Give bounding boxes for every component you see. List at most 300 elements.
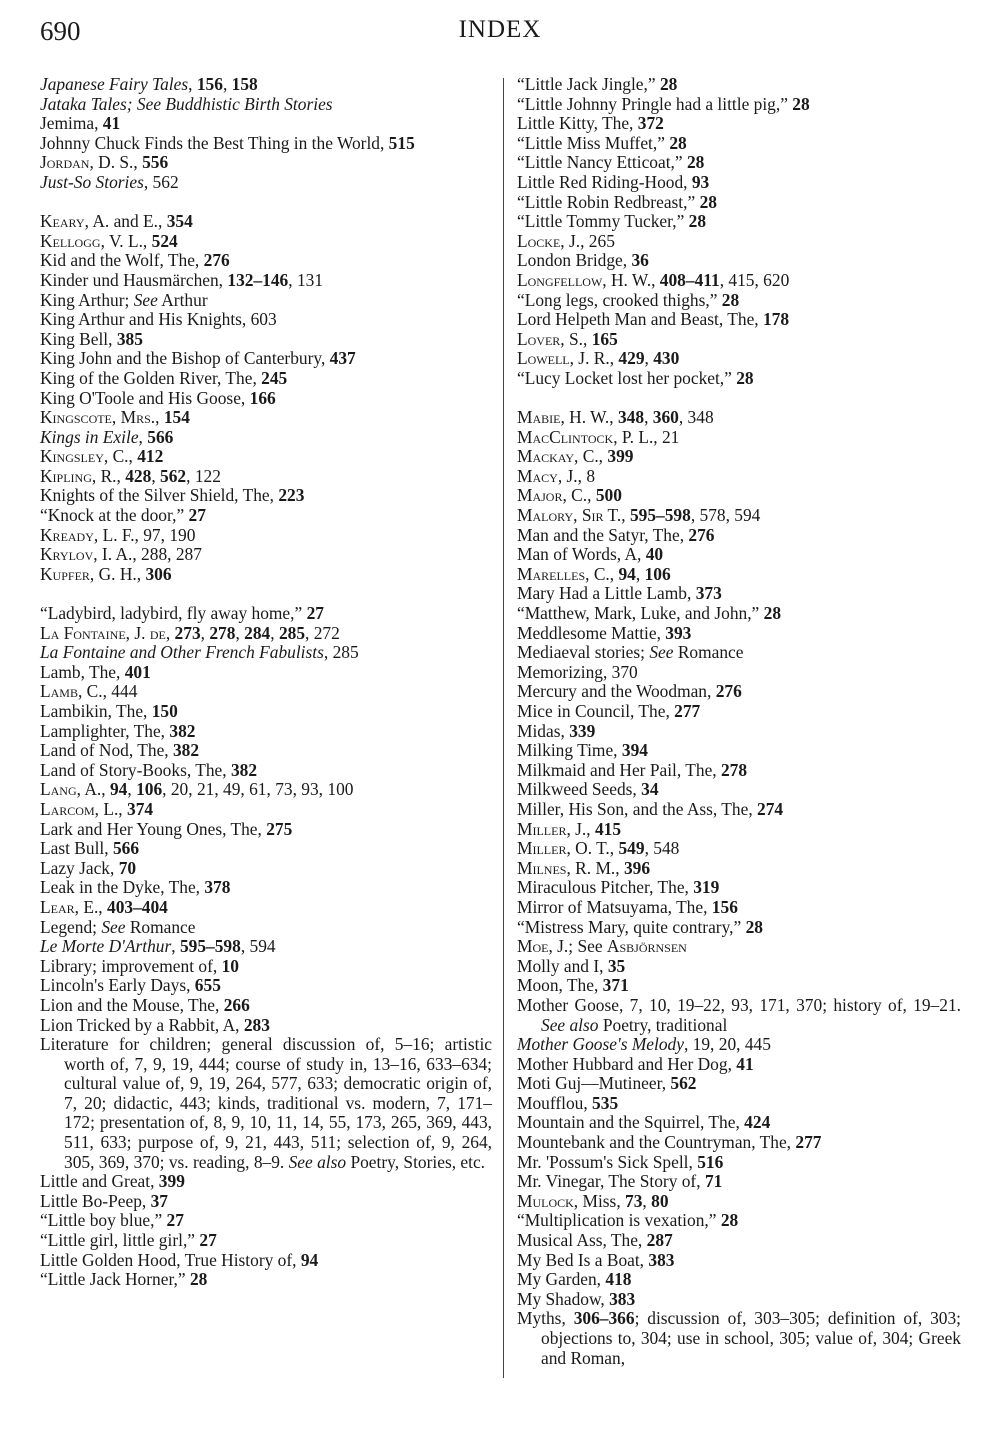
index-entry-text: 106	[136, 779, 163, 800]
index-entry-text: ,	[644, 348, 654, 369]
index-entry-text: Moon, The,	[517, 975, 603, 996]
index-entry-text: “Little Jack Horner,”	[40, 1269, 190, 1290]
index-entry-text: Miller, His Son, and the Ass, The,	[517, 798, 758, 819]
index-entry-text: Mountain and the Squirrel, The,	[517, 1112, 745, 1133]
index-entry-text: Le Morte D'Arthur	[40, 936, 172, 957]
index-entry-text: 166	[249, 387, 276, 408]
index-entry-text: Molly and I,	[517, 955, 608, 976]
index-entry	[40, 428, 492, 448]
index-entry-text: 28	[686, 152, 705, 173]
index-entry	[517, 232, 961, 252]
index-entry	[517, 1270, 961, 1290]
index-entry-text: Mackay	[517, 446, 575, 467]
index-entry-text: Lion and the Mouse, The,	[40, 994, 224, 1015]
index-entry-text: Jataka Tales; See Buddhistic Birth Stories	[40, 93, 333, 114]
index-entry	[517, 114, 961, 134]
index-entry	[517, 820, 961, 840]
index-entry	[517, 918, 961, 938]
index-entry-text: , 415, 620	[719, 269, 790, 290]
index-entry-text: Meddlesome Mattie,	[517, 622, 666, 643]
index-entry-text: 360	[652, 407, 679, 428]
index-entry-text: , 19, 20, 445	[683, 1034, 771, 1055]
index-entry-text: Last Bull,	[40, 838, 113, 859]
index-entry-text: Mediaeval stories;	[517, 642, 650, 663]
index-entry-text: 371	[602, 975, 629, 996]
index-entry-text: Mrs.	[120, 407, 156, 428]
index-entry-text: 516	[697, 1151, 724, 1172]
index-entry-text: 562	[670, 1073, 697, 1094]
index-entry-text: My Shadow,	[517, 1288, 610, 1309]
index-entry	[40, 1035, 492, 1172]
index-entry-text: Midas,	[517, 720, 570, 741]
section-gap	[40, 584, 492, 604]
index-entry-text: Lambikin, The,	[40, 701, 152, 721]
index-entry	[40, 702, 492, 722]
index-entry-text: ; discussion of, 303–305; definition of, 303; objections to, 304; use in school, 305; value of, 304; Greek and Roman,	[541, 1308, 961, 1368]
index-entry	[40, 918, 492, 938]
index-entry-text: 374	[127, 798, 154, 819]
index-entry-text: ,	[188, 74, 197, 94]
index-entry-text: 73	[625, 1190, 643, 1211]
index-entry-text: 424	[744, 1112, 771, 1133]
index-entry	[517, 95, 961, 115]
index-entry-text: Little Red Riding-Hood,	[517, 171, 692, 192]
index-entry-text: 94	[300, 1249, 319, 1270]
index-entry-text: Little Golden Hood, True History of,	[40, 1249, 301, 1270]
index-entry-text: 132–146	[227, 269, 289, 290]
index-entry	[517, 486, 961, 506]
index-entry-text: 401	[124, 661, 151, 682]
index-entry-text: 70	[118, 857, 137, 878]
index-entry-text: 276	[715, 681, 742, 702]
index-entry-text: , H. W.,	[560, 407, 618, 428]
index-entry	[40, 604, 492, 624]
index-entry-text: “Little Tommy Tucker,”	[517, 211, 689, 232]
index-entry-text: “Little Jack Jingle,”	[517, 74, 660, 94]
index-entry	[40, 310, 492, 330]
index-entry-text: 28	[736, 367, 754, 388]
index-entry	[517, 1055, 961, 1075]
index-entry	[517, 937, 961, 957]
index-entry-text: La Fontaine	[40, 622, 126, 643]
index-entry	[40, 467, 492, 487]
index-entry-text: Poetry, traditional	[598, 1014, 728, 1035]
index-entry-text: , J., 265	[560, 230, 615, 251]
index-entry-text: 429	[618, 348, 645, 369]
index-entry	[40, 780, 492, 800]
index-entry-text: 28	[720, 1210, 739, 1231]
index-entry-text: 383	[609, 1288, 636, 1309]
index-entry-text: , E.,	[74, 896, 107, 917]
index-entry	[517, 153, 961, 173]
index-entry-text: “Little Miss Muffet,”	[517, 132, 670, 153]
index-entry-text: Mother Goose, 7, 10, 19–22, 93, 171, 370; history of, 19–21.	[517, 994, 961, 1015]
index-entry	[517, 545, 961, 565]
index-entry-text: Kingsley	[40, 446, 104, 467]
index-entry	[517, 663, 961, 683]
index-entry-text: 339	[569, 720, 596, 741]
index-entry	[40, 957, 492, 977]
index-entry-text: , H. W.,	[602, 269, 660, 290]
index-entry	[40, 761, 492, 781]
index-entry-text: Larcom	[40, 798, 95, 819]
index-entry-text: Lamplighter, The,	[40, 720, 170, 741]
index-entry-text: Lion Tricked by a Rabbit, A,	[40, 1014, 244, 1035]
index-entry-text: , J., 8	[557, 465, 596, 486]
index-entry-text: 28	[669, 132, 687, 153]
index-entry-text: King Arthur and His Knights, 603	[40, 309, 277, 330]
index-entry	[517, 761, 961, 781]
index-entry	[517, 1211, 961, 1231]
index-entry	[517, 898, 961, 918]
index-entry-text: Mabie	[517, 407, 561, 428]
index-entry-text: 273	[174, 622, 201, 643]
index-entry-text: Just-So Stories	[40, 171, 144, 192]
index-entry	[40, 1192, 492, 1212]
page-title: INDEX	[458, 16, 542, 43]
index-entry	[40, 526, 492, 546]
index-entry-text: 158	[231, 74, 258, 94]
index-entry-text: 549	[618, 838, 645, 859]
index-entry-text: 566	[147, 426, 174, 447]
index-entry-text: , C.,	[103, 446, 138, 467]
index-entry	[517, 75, 961, 95]
index-entry-text: 284	[244, 622, 271, 643]
index-entry-text: Man of Words, A,	[517, 544, 646, 565]
index-entry	[40, 565, 492, 585]
index-entry-text: ,	[235, 622, 245, 643]
section-gap	[517, 389, 961, 409]
index-entry-text: Legend;	[40, 916, 102, 937]
index-entry-text: Macy	[517, 465, 558, 486]
index-entry-text: 566	[112, 838, 140, 859]
index-entry	[40, 1231, 492, 1251]
index-entry-text: King Arthur;	[40, 289, 134, 310]
index-entry-text: , I. A., 288, 287	[93, 544, 202, 565]
index-entry	[40, 722, 492, 742]
index-entry-text: 27	[306, 603, 324, 624]
index-entry-text: See	[133, 289, 158, 310]
index-entry-text: Mercury and the Woodman,	[517, 681, 716, 702]
index-entry-text: ,	[155, 407, 164, 428]
index-entry-text: ,	[270, 622, 279, 643]
index-entry-text: Arthur	[157, 289, 208, 310]
index-entry-text: 277	[674, 701, 701, 721]
index-entry-text: , L.,	[94, 798, 128, 819]
index-entry-text: Mice in Council, The,	[517, 701, 675, 721]
index-entry-text: 34	[641, 779, 659, 800]
index-entry-text: “Lucy Locket lost her pocket,”	[517, 367, 737, 388]
index-entry-text: , 272	[305, 622, 340, 643]
index-entry-text: , 20, 21, 49, 61, 73, 93, 100	[162, 779, 354, 800]
index-entry-text: 306	[145, 563, 172, 584]
index-entry-text: 28	[699, 191, 717, 212]
index-entry	[517, 702, 961, 722]
index-entry-text: 266	[223, 994, 250, 1015]
index-entry-text: 156	[196, 74, 223, 94]
index-entry-text: , 348	[678, 407, 714, 428]
index-entry-text: 562	[160, 465, 187, 486]
index-entry	[517, 271, 961, 291]
index-entry-text: Miraculous Pitcher, The,	[517, 877, 694, 898]
index-entry-text: “Little Nancy Etticoat,”	[517, 152, 687, 173]
index-entry	[40, 251, 492, 271]
index-entry	[517, 859, 961, 879]
index-entry	[517, 349, 961, 369]
index-entry-text: 41	[736, 1053, 754, 1074]
index-entry-text: , 131	[288, 269, 324, 290]
index-entry	[40, 1251, 492, 1271]
index-entry-text: “Ladybird, ladybird, fly away home,”	[40, 603, 307, 624]
index-entry	[517, 1133, 961, 1153]
index-entry	[40, 878, 492, 898]
index-entry-text: 437	[329, 348, 356, 369]
index-entry-text: , 594	[240, 936, 276, 957]
index-entry-text: 245	[261, 367, 288, 388]
index-entry-text: Library; improvement of,	[40, 955, 222, 976]
index-entry-text: 655	[194, 975, 221, 996]
index-entry-text: 156	[711, 896, 738, 917]
page-number: 690	[40, 16, 81, 46]
index-entry-text: 430	[653, 348, 680, 369]
index-entry	[40, 682, 492, 702]
index-entry-text: 106	[644, 563, 671, 584]
index-entry-text: Kingscote	[40, 407, 112, 428]
index-entry-text: Man and the Satyr, The,	[517, 524, 689, 545]
index-entry-text: “Little Robin Redbreast,”	[517, 191, 700, 212]
index-entry-text: King of the Golden River, The,	[40, 367, 262, 388]
index-entry	[517, 369, 961, 389]
index-entry-text: , A.,	[76, 779, 110, 800]
index-entry-text: Kupfer	[40, 563, 90, 584]
index-entry-text: Lamb	[40, 681, 78, 702]
index-entry	[517, 565, 961, 585]
index-entry-text: Kipling	[40, 465, 92, 486]
index-entry	[517, 1309, 961, 1368]
index-entry	[40, 545, 492, 565]
index-entry-text: Longfellow	[517, 269, 603, 290]
index-entry-text: , J.	[125, 622, 150, 643]
index-entry-text: 382	[169, 720, 196, 741]
index-entry-text: , C.,	[585, 563, 619, 584]
index-entry-text: See	[649, 642, 674, 663]
index-entry-text: ,	[644, 407, 653, 428]
index-entry	[517, 682, 961, 702]
index-entry	[517, 604, 961, 624]
index-entry-text: , C.,	[574, 446, 608, 467]
index-entry-text: 27	[188, 505, 206, 526]
index-entry-text: Little and Great,	[40, 1171, 159, 1192]
index-entry-text: Jordan	[40, 152, 90, 173]
index-entry-text: Johnny Chuck Finds the Best Thing in the World,	[40, 132, 389, 153]
index-entry-text: “Knock at the door,”	[40, 505, 189, 526]
index-entry-text: “Multiplication is vexation,”	[517, 1210, 721, 1231]
index-entry-text: ,	[171, 936, 180, 957]
index-entry-text: “Little boy blue,”	[40, 1210, 167, 1231]
index-entry-text: 150	[151, 701, 178, 721]
index-entry	[40, 1211, 492, 1231]
index-entry-text: Kid and the Wolf, The,	[40, 250, 204, 271]
index-entry	[40, 153, 492, 173]
index-entry	[40, 389, 492, 409]
index-entry-text: See	[101, 916, 126, 937]
index-entry-text: ,	[138, 426, 148, 447]
index-entry-text: Mary Had a Little Lamb,	[517, 583, 696, 604]
index-entry-text: Literature for children; general discussion of, 5–16; artistic worth of, 7, 9, 19, 444; course of study in, 13–16, 633–634; cultural value of, 9, 19, 264, 577, 633; democratic origin of, 7, 20; didactic, 443; kinds, traditional vs. modern, 7, 171–172; presentation of, 8, 9, 10, 11, 14, 55, 173, 265, 369, 443, 511, 633; purpose of, 9, 21, 443, 511; selection of, 9, 264, 305, 369, 370; vs. reading, 8–9.	[40, 1034, 492, 1172]
index-entry-text: ,	[111, 407, 121, 428]
index-entry-text: , 578, 594	[690, 505, 761, 526]
index-entry-text: ,	[635, 563, 645, 584]
index-entry-text: 28	[659, 74, 678, 94]
index-entry-text: 154	[163, 407, 190, 428]
index-entry-text: Marelles	[517, 563, 586, 584]
index-entry-text: , V. L.,	[100, 230, 152, 251]
index-entry	[517, 584, 961, 604]
index-entry-text: See also	[541, 1014, 599, 1035]
index-entry-text: Lazy Jack,	[40, 857, 119, 878]
index-entry-text: King John and the Bishop of Canterbury,	[40, 348, 330, 369]
index-entry	[517, 976, 961, 996]
index-entry-text: 595–598	[179, 936, 241, 957]
index-entry-text: Little Bo-Peep,	[40, 1190, 151, 1211]
index-entry-text: Japanese Fairy Tales	[40, 74, 189, 94]
index-entry-text: , D. S.,	[89, 152, 143, 173]
index-entry-text: MacClintock	[517, 426, 614, 447]
index-entry	[517, 624, 961, 644]
index-entry-text: ,	[127, 779, 137, 800]
index-entry-text: Land of Nod, The,	[40, 740, 173, 761]
index-entry-text: 382	[230, 759, 258, 780]
index-entry-text: 396	[623, 857, 651, 878]
index-entry-text: Kellogg	[40, 230, 101, 251]
index-entry-text: Milkmaid and Her Pail, The,	[517, 759, 721, 780]
index-entry-text: 373	[695, 583, 722, 604]
index-entry	[517, 996, 961, 1035]
index-entry-text: 399	[158, 1171, 185, 1192]
index-entry	[517, 741, 961, 761]
index-entry-text: 276	[688, 524, 715, 545]
index-entry-text: ,	[165, 622, 175, 643]
index-entry-text: Krylov	[40, 544, 94, 565]
index-entry-text: 276	[203, 250, 230, 271]
index-entry	[517, 780, 961, 800]
index-entry-text: Lover	[517, 328, 561, 349]
index-entry-text: 408–411	[659, 269, 720, 290]
index-entry-text: ,	[642, 1190, 652, 1211]
index-entry-text: My Garden,	[517, 1269, 606, 1290]
index-entry-text: Asbjörnsen	[606, 936, 687, 957]
index-entry-text: 275	[266, 818, 293, 839]
index-entry-text: , C., 444	[77, 681, 138, 702]
index-entry-text: 36	[631, 250, 649, 271]
index-entry	[517, 957, 961, 977]
index-entry-text: Malory	[517, 505, 574, 526]
index-entry-text: Lamb, The,	[40, 661, 125, 682]
index-entry	[517, 1035, 961, 1055]
index-entry-text: 28	[792, 93, 810, 114]
index-entry-text: 35	[607, 955, 626, 976]
index-entry-text: La Fontaine and Other French Fabulists	[40, 642, 324, 663]
index-entry	[517, 839, 961, 859]
index-entry-text: T.,	[603, 505, 630, 526]
index-entry-text: 28	[688, 211, 707, 232]
index-entry-text: Leak in the Dyke, The,	[40, 877, 205, 898]
index-entry-text: Mountebank and the Countryman, The,	[517, 1132, 796, 1153]
index-entry	[517, 212, 961, 232]
index-entry-text: , G. H.,	[89, 563, 146, 584]
index-entry	[517, 251, 961, 271]
index-entry	[40, 408, 492, 428]
index-entry-text: 80	[651, 1190, 669, 1211]
index-entry	[517, 330, 961, 350]
index-entry	[517, 193, 961, 213]
index-entry-text: Moe	[517, 936, 549, 957]
index-entry-text: 383	[648, 1249, 675, 1270]
index-entry	[517, 408, 961, 428]
index-entry-text: Lang	[40, 779, 77, 800]
index-entry	[40, 1172, 492, 1192]
index-entry-text: ,	[151, 465, 161, 486]
index-entry-text: 595–598	[629, 505, 691, 526]
index-entry-text: 415	[594, 818, 622, 839]
index-entry-text: King O'Toole and His Goose,	[40, 387, 250, 408]
index-entry-text: 27	[166, 1210, 184, 1231]
index-entry	[40, 232, 492, 252]
index-entry-text: 394	[621, 740, 648, 761]
index-entry-text: 223	[278, 485, 305, 506]
index-entry-text: 178	[762, 309, 790, 330]
index-entry	[40, 349, 492, 369]
index-entry-text: 40	[645, 544, 664, 565]
index-entry-text: Little Kitty, The,	[517, 113, 638, 134]
index-entry	[517, 1113, 961, 1133]
index-entry-text: Keary	[40, 211, 85, 232]
index-entry	[517, 1074, 961, 1094]
index-entry-text: 354	[166, 211, 193, 232]
index-entry	[517, 722, 961, 742]
index-entry	[40, 976, 492, 996]
index-entry-text: Mother Goose's Melody	[517, 1034, 684, 1055]
index-entry	[517, 1153, 961, 1173]
index-entry-text: Milking Time,	[517, 740, 622, 761]
index-entry-text: 283	[243, 1014, 270, 1035]
index-entry	[40, 898, 492, 918]
index-entry-text: Myths,	[517, 1308, 574, 1329]
index-entry-text: , J. R.,	[569, 348, 619, 369]
index-entry-text: , P. L., 21	[613, 426, 680, 447]
index-entry-text: , R. M.,	[566, 857, 624, 878]
index-entry-text: London Bridge,	[517, 250, 632, 271]
index-entry	[517, 310, 961, 330]
index-entry-text: 28	[189, 1269, 208, 1290]
index-entry	[40, 134, 492, 154]
index-entry	[40, 291, 492, 311]
index-entry	[40, 643, 492, 663]
index-entry	[40, 114, 492, 134]
index-entry-text: Mirror of Matsuyama, The,	[517, 896, 712, 917]
index-entry	[40, 506, 492, 526]
index-entry-text: 28	[721, 289, 740, 310]
index-entry-text: Lowell	[517, 348, 570, 369]
index-entry	[40, 624, 492, 644]
index-entry	[40, 271, 492, 291]
index-entry-text: 399	[607, 446, 634, 467]
index-entry-text: Mulock	[517, 1190, 574, 1211]
index-entry-text: 372	[637, 113, 664, 134]
index-entry	[40, 173, 492, 193]
index-entry-text: , 548	[644, 838, 680, 859]
index-entry-text: Knights of the Silver Shield, The,	[40, 485, 279, 506]
